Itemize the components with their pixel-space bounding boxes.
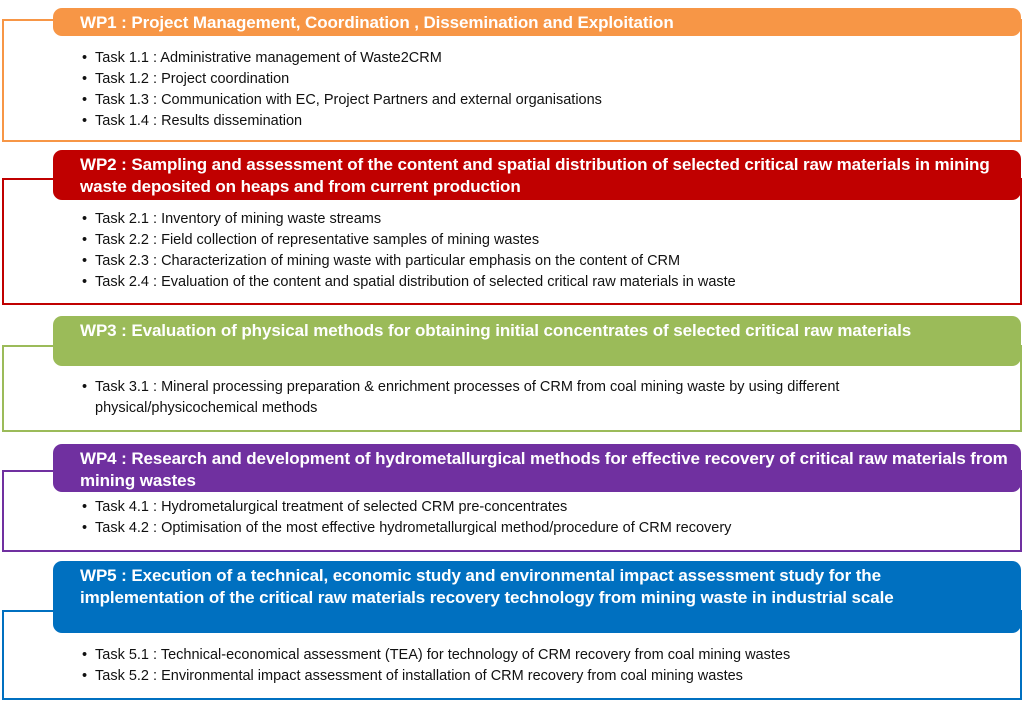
task-1-3: • Task 1.3 : Communication with EC, Project Partners and external organisations xyxy=(82,90,984,111)
task-1-4: • Task 1.4 : Results dissemination xyxy=(82,111,984,132)
task-2-2: • Task 2.2 : Field collection of representative samples of mining wastes xyxy=(82,230,984,251)
wp2-task-list xyxy=(82,209,984,293)
wp1-task-list xyxy=(82,48,984,132)
task-4-1: • Task 4.1 : Hydrometalurgical treatment of selected CRM pre-concentrates xyxy=(82,497,984,518)
task-1-2: • Task 1.2 : Project coordination xyxy=(82,69,984,90)
wp4-title: WP4 : Research and development of hydrometallurgical methods for effective recovery of critical raw materials from mining wastes xyxy=(53,444,1021,492)
task-2-1: • Task 2.1 : Inventory of mining waste streams xyxy=(82,209,984,230)
wp3-title: WP3 : Evaluation of physical methods for obtaining initial concentrates of selected critical raw materials xyxy=(53,316,1021,366)
task-4-2: • Task 4.2 : Optimisation of the most effective hydrometallurgical method/procedure of CRM recovery xyxy=(82,518,984,539)
task-2-4: • Task 2.4 : Evaluation of the content and spatial distribution of selected critical raw materials in waste xyxy=(82,272,984,293)
task-5-1: • Task 5.1 : Technical-economical assessment (TEA) for technology of CRM recovery from coal mining wastes xyxy=(82,645,984,666)
task-3-1: • Task 3.1 : Mineral processing preparation & enrichment processes of CRM from coal mining waste by using different physical/physicochemical methods xyxy=(82,377,984,419)
wp5-title: WP5 : Execution of a technical, economic study and environmental impact assessment study for the implementation of the critical raw materials recovery technology from mining waste in industrial scale xyxy=(53,561,1021,633)
wp4-task-list xyxy=(82,497,984,539)
wp5-task-list xyxy=(82,645,984,687)
task-5-2: • Task 5.2 : Environmental impact assessment of installation of CRM recovery from coal mining wastes xyxy=(82,666,984,687)
task-2-3: • Task 2.3 : Characterization of mining waste with particular emphasis on the content of CRM xyxy=(82,251,984,272)
wp3-task-list xyxy=(82,377,984,419)
wp1-title: WP1 : Project Management, Coordination , Dissemination and Exploitation xyxy=(53,8,1021,36)
wp2-title: WP2 : Sampling and assessment of the content and spatial distribution of selected critical raw materials in mining waste deposited on heaps and from current production xyxy=(53,150,1021,200)
task-1-1: • Task 1.1 : Administrative management of Waste2CRM xyxy=(82,48,984,69)
